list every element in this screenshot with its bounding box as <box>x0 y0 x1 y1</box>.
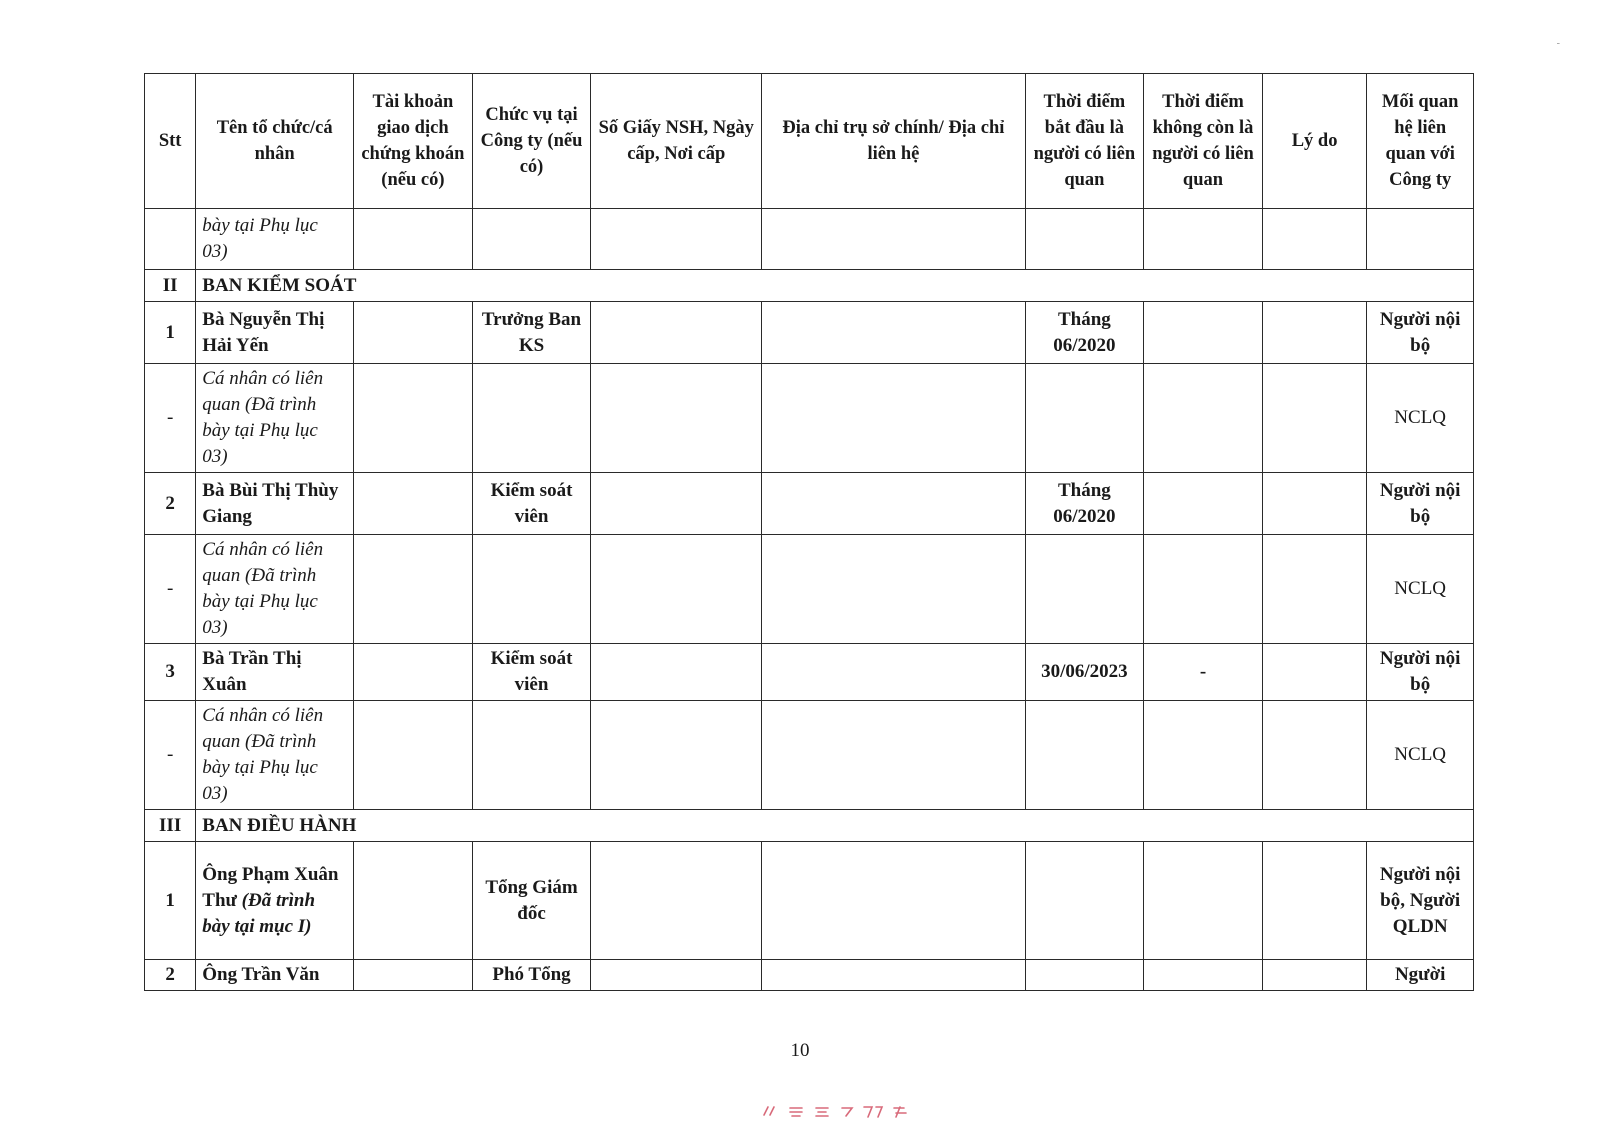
header-ly-do: Lý do <box>1262 74 1367 209</box>
cell-empty <box>472 364 591 473</box>
cell-empty <box>1262 473 1367 535</box>
cell-name: Cá nhân có liên quan (Đã trình bày tại Phụ lục 03) <box>196 364 354 473</box>
cell-empty <box>762 302 1025 364</box>
cell-moi-quan-he: NCLQ <box>1367 535 1474 644</box>
table-row <box>145 473 1474 535</box>
cell-moi-quan-he: Người nội bộ <box>1367 644 1474 701</box>
cell-stt: 1 <box>145 302 196 364</box>
cell-moi-quan-he: Người nội bộ <box>1367 302 1474 364</box>
cell-name: Ông Trần Văn <box>196 960 354 991</box>
cell-name: Bà Bùi Thị Thùy Giang <box>196 473 354 535</box>
section-stt: III <box>145 810 196 842</box>
cell-empty <box>354 364 473 473</box>
cell-empty <box>354 535 473 644</box>
cell-empty <box>591 535 762 644</box>
cell-empty <box>354 701 473 810</box>
table-row <box>145 535 1474 644</box>
header-moi-quan-he: Mối quan hệ liên quan với Công ty <box>1367 74 1474 209</box>
cell-name <box>196 842 354 960</box>
cell-empty <box>1262 842 1367 960</box>
section-stt: II <box>145 270 196 302</box>
cell-empty <box>1025 701 1144 810</box>
cell-empty <box>1144 364 1263 473</box>
cell-empty <box>1025 364 1144 473</box>
cell-name: bày tại Phụ lục 03) <box>196 209 354 270</box>
cell-empty <box>1144 842 1263 960</box>
cell-empty <box>762 701 1025 810</box>
cell-empty <box>1262 364 1367 473</box>
table-header-row <box>145 74 1474 209</box>
cell-empty <box>1262 302 1367 364</box>
cell-empty <box>762 535 1025 644</box>
cell-empty <box>354 209 473 270</box>
cell-bat-dau: Tháng 06/2020 <box>1025 302 1144 364</box>
cell-moi-quan-he: Người nội bộ <box>1367 473 1474 535</box>
header-dia-chi: Địa chỉ trụ sở chính/ Địa chỉ liên hệ <box>762 74 1025 209</box>
cell-stt: 3 <box>145 644 196 701</box>
table-row <box>145 842 1474 960</box>
cell-empty <box>1144 535 1263 644</box>
related-persons-table <box>144 73 1474 991</box>
cell-name: Bà Nguyễn Thị Hải Yến <box>196 302 354 364</box>
cell-empty <box>1144 701 1263 810</box>
cell-empty <box>1025 842 1144 960</box>
scan-mark: - <box>1556 38 1560 49</box>
cell-empty <box>762 644 1025 701</box>
cell-empty <box>1144 302 1263 364</box>
cell-empty <box>1262 701 1367 810</box>
cell-empty <box>1262 209 1367 270</box>
cell-moi-quan-he: Người nội bộ, Người QLDN <box>1367 842 1474 960</box>
cell-bat-dau: Tháng 06/2020 <box>1025 473 1144 535</box>
cell-empty <box>762 842 1025 960</box>
header-khong-con: Thời điểm không còn là người có liên quan <box>1144 74 1263 209</box>
cell-empty <box>591 842 762 960</box>
header-tai-khoan: Tài khoản giao dịch chứng khoán (nếu có) <box>354 74 473 209</box>
cell-moi-quan-he: Người <box>1367 960 1474 991</box>
header-ten: Tên tổ chức/cá nhân <box>196 74 354 209</box>
cell-chuc-vu: Kiểm soát viên <box>472 644 591 701</box>
table-row <box>145 209 1474 270</box>
cell-empty <box>1367 209 1474 270</box>
cell-empty <box>762 364 1025 473</box>
table-row <box>145 364 1474 473</box>
cell-stt: 2 <box>145 473 196 535</box>
cell-moi-quan-he: NCLQ <box>1367 364 1474 473</box>
cell-empty <box>762 960 1025 991</box>
cell-empty <box>354 302 473 364</box>
page-number: 10 <box>790 1040 810 1061</box>
cell-chuc-vu: Trưởng Ban KS <box>472 302 591 364</box>
cell-empty <box>1025 535 1144 644</box>
table-row <box>145 302 1474 364</box>
cell-empty <box>1144 473 1263 535</box>
cell-khong-con: - <box>1144 644 1263 701</box>
cell-empty <box>472 701 591 810</box>
cell-name: Cá nhân có liên quan (Đã trình bày tại Phụ lục 03) <box>196 535 354 644</box>
header-stt: Stt <box>145 74 196 209</box>
cell-empty <box>354 644 473 701</box>
header-so-giay: Số Giấy NSH, Ngày cấp, Nơi cấp <box>591 74 762 209</box>
name-note: (Đã trình bày tại mục I) <box>202 889 316 937</box>
cell-empty <box>591 364 762 473</box>
cell-chuc-vu: Tổng Giám đốc <box>472 842 591 960</box>
cell-empty <box>1025 960 1144 991</box>
cell-chuc-vu: Phó Tổng <box>472 960 591 991</box>
cell-name: Bà Trần Thị Xuân <box>196 644 354 701</box>
cell-empty <box>1025 209 1144 270</box>
cell-empty <box>591 209 762 270</box>
cell-empty <box>1144 960 1263 991</box>
cell-stt <box>145 209 196 270</box>
cell-stt: 1 <box>145 842 196 960</box>
cell-stt: 2 <box>145 960 196 991</box>
cell-bat-dau: 30/06/2023 <box>1025 644 1144 701</box>
table-row <box>145 701 1474 810</box>
cell-empty <box>1262 960 1367 991</box>
cell-empty <box>354 473 473 535</box>
table-row <box>145 960 1474 991</box>
cell-stt: - <box>145 535 196 644</box>
cell-empty <box>762 209 1025 270</box>
section-title: BAN KIỂM SOÁT <box>196 270 1474 302</box>
cell-stt: - <box>145 364 196 473</box>
cell-empty <box>472 209 591 270</box>
cell-empty <box>354 842 473 960</box>
header-chuc-vu: Chức vụ tại Công ty (nếu có) <box>472 74 591 209</box>
section-row <box>145 270 1474 302</box>
cell-empty <box>591 302 762 364</box>
cell-chuc-vu: Kiểm soát viên <box>472 473 591 535</box>
cell-stt: - <box>145 701 196 810</box>
cell-empty <box>354 960 473 991</box>
stamp-mark <box>760 1103 940 1119</box>
cell-empty <box>1262 644 1367 701</box>
cell-empty <box>1144 209 1263 270</box>
cell-empty <box>1262 535 1367 644</box>
name-main: Ông Phạm Xuân Thư <box>202 863 339 911</box>
cell-empty <box>591 701 762 810</box>
cell-empty <box>591 473 762 535</box>
cell-empty <box>591 644 762 701</box>
section-title: BAN ĐIỀU HÀNH <box>196 810 1474 842</box>
section-row <box>145 810 1474 842</box>
cell-empty <box>472 535 591 644</box>
table-row <box>145 644 1474 701</box>
cell-moi-quan-he: NCLQ <box>1367 701 1474 810</box>
cell-empty <box>762 473 1025 535</box>
cell-name: Cá nhân có liên quan (Đã trình bày tại Phụ lục 03) <box>196 701 354 810</box>
cell-empty <box>591 960 762 991</box>
header-bat-dau: Thời điểm bắt đầu là người có liên quan <box>1025 74 1144 209</box>
